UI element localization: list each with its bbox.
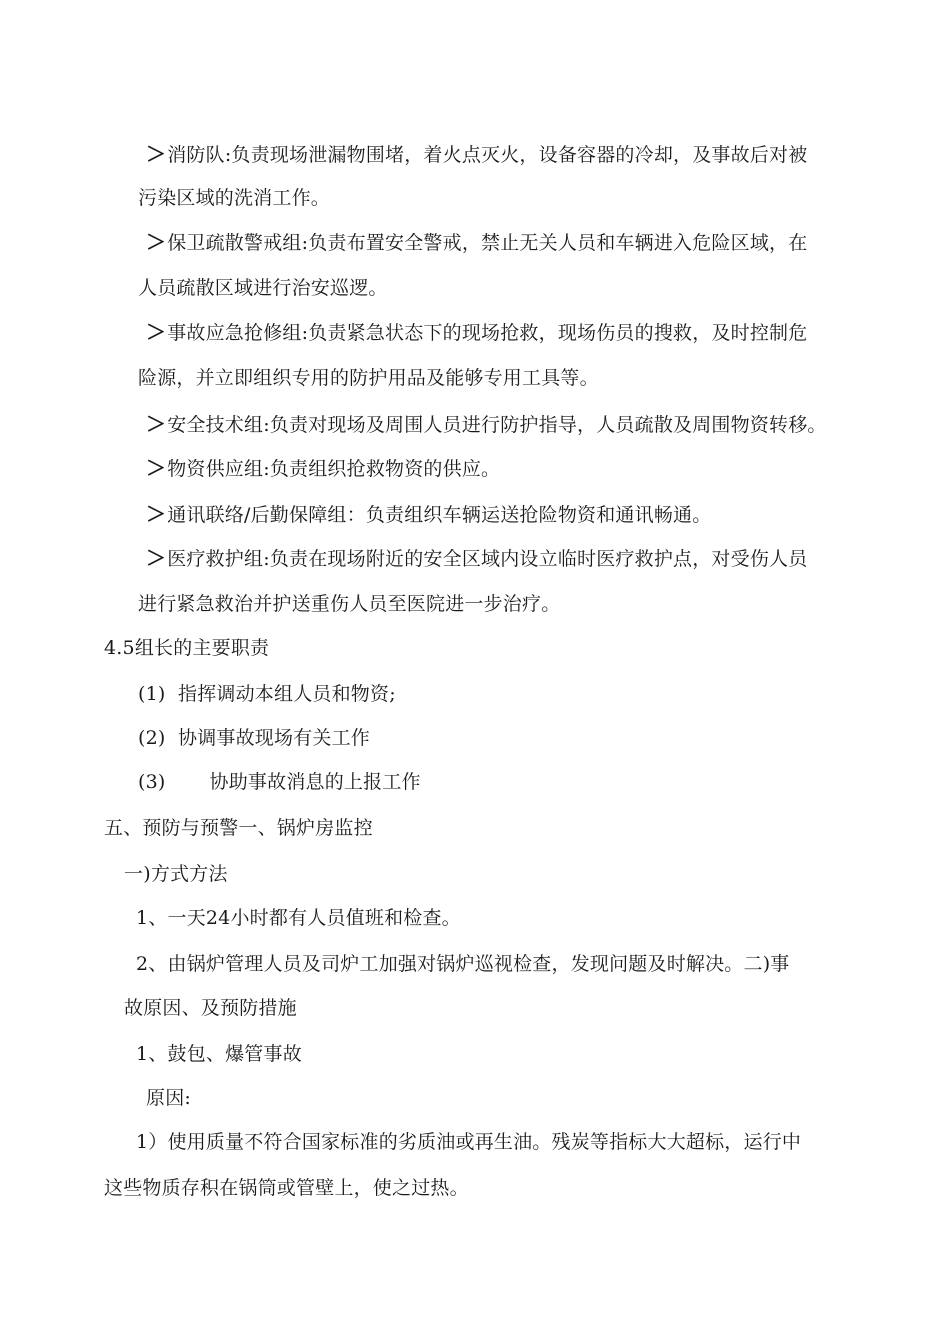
arrow-bullet: ＞ bbox=[146, 502, 167, 526]
role-label: 事故应急抢修组 bbox=[167, 322, 302, 344]
list-number: (2) bbox=[138, 727, 166, 749]
role-label: 消防队 bbox=[167, 144, 225, 166]
role-label: 医疗救护组 bbox=[167, 548, 264, 570]
role-text: 负责组织抢救物资的供应。 bbox=[269, 458, 501, 480]
paragraph: 2、由锅炉管理人员及司炉工加强对锅炉巡视检查，发现问题及时解决。二)事 bbox=[136, 953, 790, 975]
role-line-supply bbox=[146, 456, 500, 481]
role-separator: : bbox=[263, 548, 270, 570]
paragraph-continuation: 故原因、及预防措施 bbox=[124, 997, 297, 1019]
paragraph: 原因: bbox=[146, 1087, 192, 1109]
role-line-communication bbox=[146, 502, 711, 527]
role-continuation: 人员疏散区域进行治安巡逻。 bbox=[138, 277, 388, 299]
role-label: 安全技术组 bbox=[167, 414, 264, 436]
paragraph: 1）使用质量不符合国家标准的劣质油或再生油。残炭等指标大大超标，运行中 bbox=[136, 1131, 802, 1153]
role-line-fire-brigade bbox=[146, 142, 807, 167]
role-separator: : bbox=[263, 458, 270, 480]
role-line-repair bbox=[146, 320, 807, 345]
role-separator: : bbox=[301, 232, 309, 254]
paragraph: 1、鼓包、爆管事故 bbox=[136, 1043, 302, 1065]
arrow-bullet: ＞ bbox=[146, 142, 167, 166]
role-line-safety-tech bbox=[146, 412, 827, 437]
list-text: 协助事故消息的上报工作 bbox=[209, 771, 421, 793]
role-separator: ： bbox=[346, 504, 366, 526]
list-item bbox=[138, 682, 396, 706]
arrow-bullet: ＞ bbox=[146, 456, 167, 480]
paragraph-continuation: 这些物质存积在锅筒或管壁上，使之过热。 bbox=[104, 1177, 469, 1199]
arrow-bullet: ＞ bbox=[146, 230, 167, 254]
role-text: 负责对现场及周围人员进行防护指导，人员疏散及周围物资转移。 bbox=[269, 414, 827, 436]
arrow-bullet: ＞ bbox=[146, 320, 167, 344]
role-text: 负责组织车辆运送抢险物资和通讯畅通。 bbox=[365, 504, 712, 526]
role-text: 负责紧急状态下的现场抢救，现场伤员的搜救，及时控制危 bbox=[308, 322, 808, 344]
role-text: 负责在现场附近的安全区域内设立临时医疗救护点，对受伤人员 bbox=[269, 548, 808, 570]
arrow-bullet: ＞ bbox=[146, 412, 167, 436]
role-line-medical bbox=[146, 546, 807, 571]
list-item bbox=[138, 726, 370, 750]
list-text: 协调事故现场有关工作 bbox=[178, 727, 371, 749]
role-continuation: 进行紧急救治并护送重伤人员至医院进一步治疗。 bbox=[138, 593, 561, 615]
list-number: (3) bbox=[138, 771, 166, 793]
role-continuation: 污染区域的洗消工作。 bbox=[138, 187, 331, 209]
list-item bbox=[138, 770, 421, 794]
arrow-bullet: ＞ bbox=[146, 546, 167, 570]
role-text: 负责现场泄漏物围堵，着火点灭火，设备容器的冷却，及事故后对被 bbox=[231, 144, 808, 166]
role-line-security bbox=[146, 230, 807, 255]
role-separator: : bbox=[301, 322, 309, 344]
role-label: 物资供应组 bbox=[167, 458, 264, 480]
section-heading: 五、预防与预警一、锅炉房监控 bbox=[104, 817, 373, 839]
role-label: 保卫疏散警戒组 bbox=[167, 232, 302, 254]
role-text: 负责布置安全警戒，禁止无关人员和车辆进入危险区域，在 bbox=[308, 232, 808, 254]
list-number: (1) bbox=[138, 683, 166, 705]
subsection-heading: 一)方式方法 bbox=[124, 863, 228, 885]
role-separator: : bbox=[224, 144, 232, 166]
role-separator: : bbox=[263, 414, 270, 436]
role-continuation: 险源，并立即组织专用的防护用品及能够专用工具等。 bbox=[138, 367, 599, 389]
list-text: 指挥调动本组人员和物资; bbox=[178, 683, 396, 705]
section-heading: 4.5组长的主要职责 bbox=[104, 637, 270, 659]
role-label: 通讯联络/后勤保障组 bbox=[167, 504, 347, 526]
paragraph: 1、一天24小时都有人员值班和检查。 bbox=[136, 907, 461, 929]
